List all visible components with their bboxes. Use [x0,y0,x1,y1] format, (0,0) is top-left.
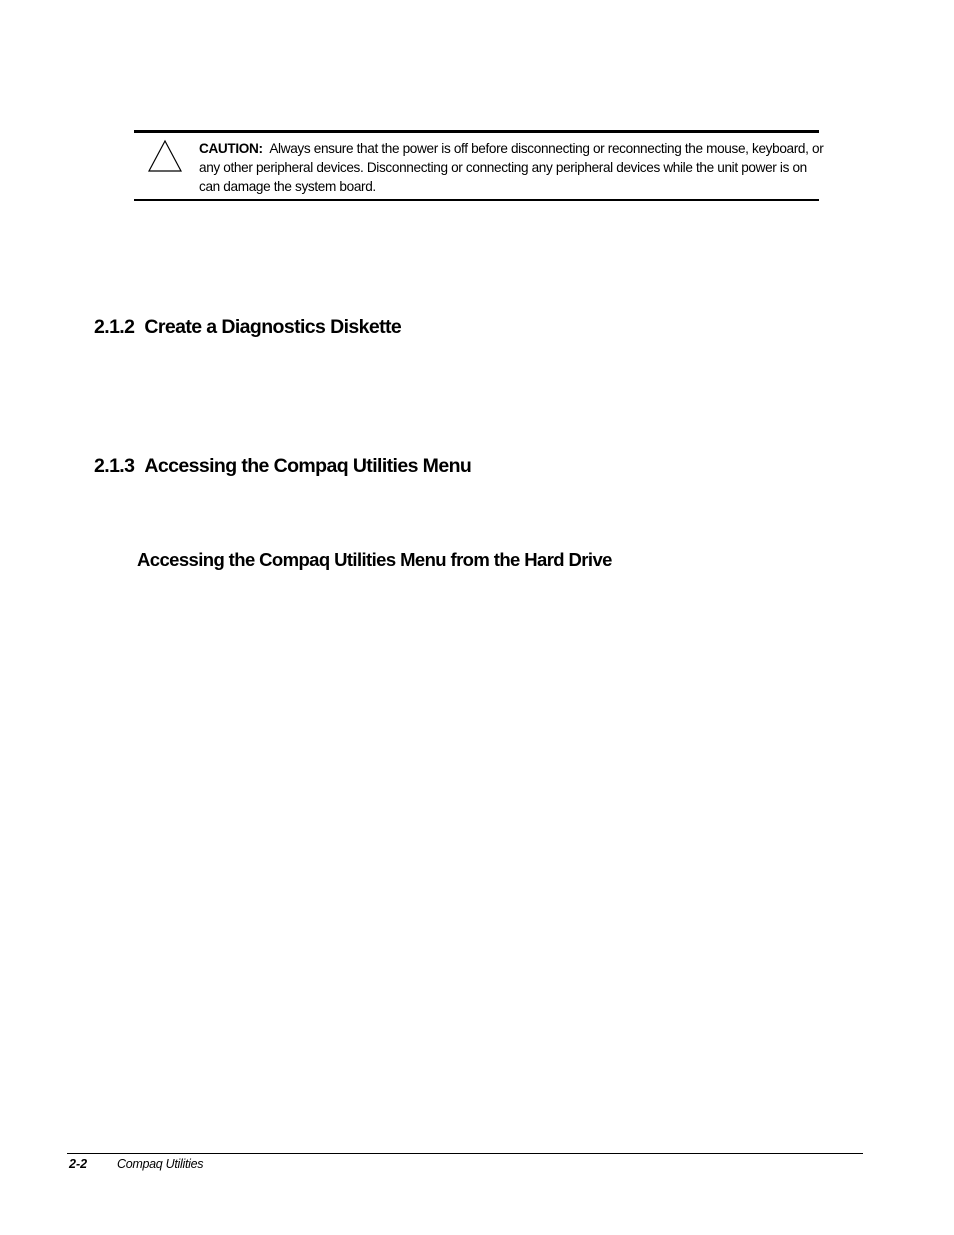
caution-triangle-icon [147,139,183,173]
footer-divider [67,1153,863,1154]
section-title: Accessing the Compaq Utilities Menu [144,455,472,477]
caution-body: Always ensure that the power is off before disconnecting or reconnecting the mouse, keyboard, or any other peripheral devices. Disconnecting or connecting any peripheral devices while the unit power is on can damage the system board. [199,141,824,194]
caution-text [199,139,829,196]
footer-doc-title: Compaq Utilities [117,1157,204,1171]
section-number: 2.1.2 [94,316,135,338]
section-number: 2.1.3 [94,455,135,477]
caution-notice [134,130,824,201]
section-heading-2-1-3 [94,454,471,478]
footer-page-number: 2-2 [69,1157,88,1171]
subsection-heading: Accessing the Compaq Utilities Menu from the Hard Drive [137,549,612,570]
section-heading-2-1-2 [94,315,401,339]
caution-label: CAUTION: [199,141,263,156]
section-title: Create a Diagnostics Diskette [144,316,402,338]
